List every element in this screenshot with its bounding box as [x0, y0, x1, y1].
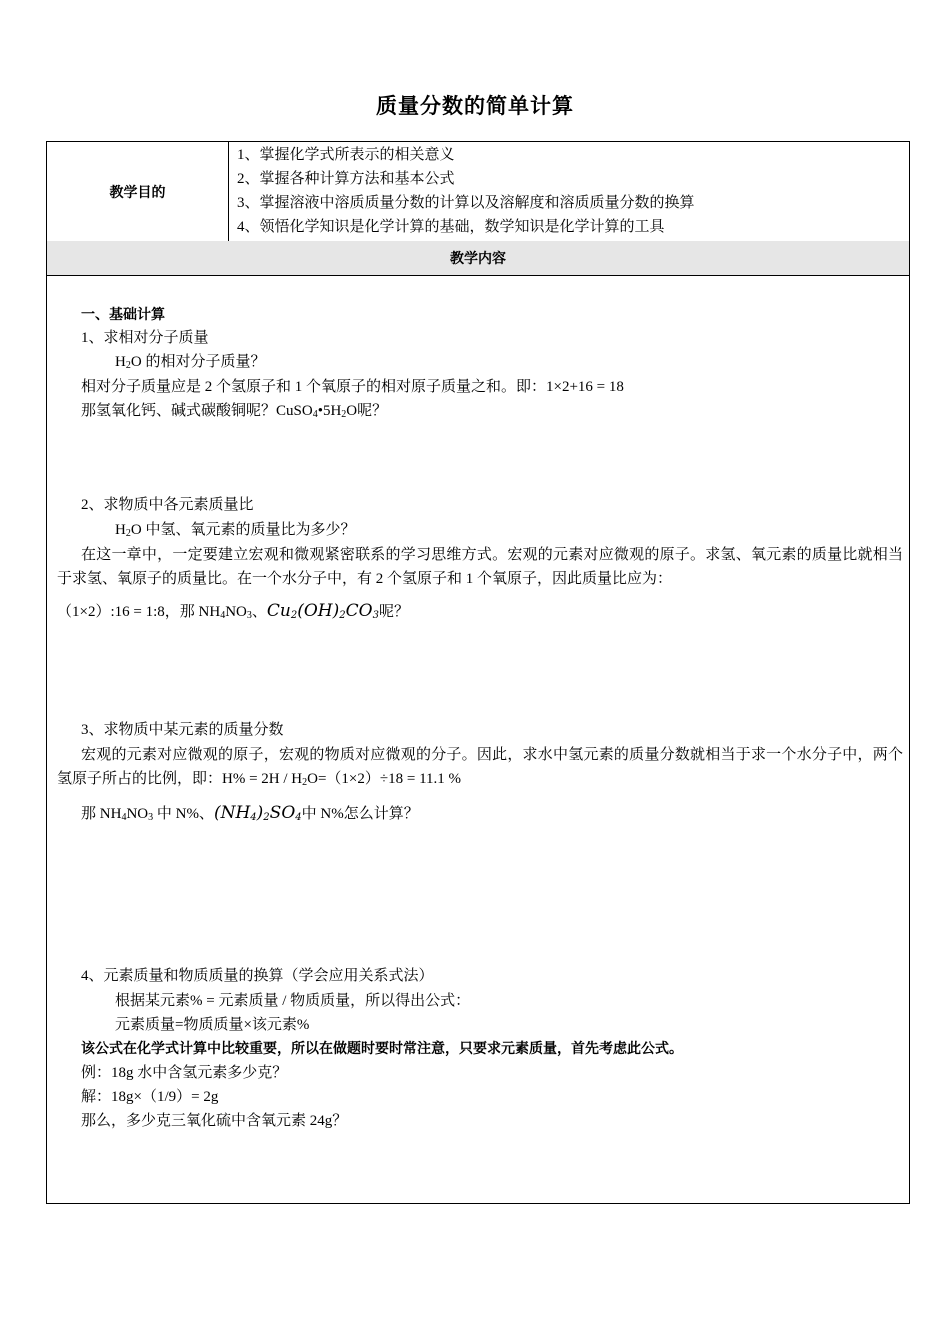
example-line: 例：18g 水中含氢元素多少克？	[81, 1065, 288, 1081]
explanation-line: 相对分子质量应是 2 个氢原子和 1 个氧原子的相对原子质量之和。即：1×2+16 = 18	[81, 379, 624, 395]
subsection-title: 1、求相对分子质量	[81, 330, 209, 346]
question-text: 中 N%怎么计算？	[301, 806, 419, 822]
objectives-row	[47, 142, 909, 242]
objective-item: 1、掌握化学式所表示的相关意义	[237, 147, 455, 163]
content-header: 教学内容	[47, 241, 909, 276]
formula-nh4-2so4: $(NH_4)_2SO_4$	[213, 803, 302, 823]
followup-line: 那氢氧化钙、碱式碳酸铜呢？$CuSO_4•5H_2O$呢？	[81, 403, 388, 420]
question-line: 那 $NH_4NO_3$ 中 N%、$(NH_4)_2SO_4$中 N%怎么计算？	[81, 803, 419, 823]
question-line: $H_2O$ 的相对分子质量？	[115, 354, 266, 371]
formula-line: 根据某元素% = 元素质量 / 物质质量，所以得出公式：	[115, 993, 471, 1009]
objective-item: 4、领悟化学知识是化学计算的基础，数学知识是化学计算的工具	[237, 219, 665, 235]
objective-item: 2、掌握各种计算方法和基本公式	[237, 171, 455, 187]
subsection-title: 4、元素质量和物质质量的换算（学会应用关系式法）	[81, 968, 434, 984]
explanation-paragraph: 在这一章中，一定要建立宏观和微观紧密联系的学习思维方式。宏观的元素对应微观的原子。求氢、氧元素的质量比就相当于求氢、氧原子的质量比。在一个水分子中，有 2 个氢原子和 1 个氧原子，因此质量比应为：	[57, 547, 903, 587]
question-line: $H_2O$ 中氢、氧元素的质量比为多少？	[115, 522, 356, 539]
separator: 、	[251, 604, 267, 620]
formula-text: H% = 2H / H	[222, 771, 303, 787]
explanation-text: 宏观的元素对应微观的原子，宏观的物质对应微观的分子。因此，求水中氢元素的质量分数就相当于求一个水分子中，两个氢原子所占的比例，即：	[57, 747, 903, 787]
formula-line: 元素质量=物质质量×该元素%	[115, 1017, 310, 1033]
followup-suffix: 呢？	[357, 403, 388, 419]
subsection-title: 3、求物质中某元素的质量分数	[81, 722, 284, 738]
page-title: 质量分数的简单计算	[376, 94, 574, 118]
formula-text: O=（1×2）÷18 = 11.1 %	[307, 771, 462, 787]
question-text: 那	[81, 806, 100, 822]
objectives-list	[237, 143, 695, 239]
objective-item: 3、掌握溶液中溶质质量分数的计算以及溶解度和溶质质量分数的换算	[237, 195, 695, 211]
lesson-table	[46, 141, 910, 1204]
question-text: 中氢、氧元素的质量比为多少？	[141, 522, 356, 538]
explanation-paragraph: 宏观的元素对应微观的原子，宏观的物质对应微观的分子。因此，求水中氢元素的质量分数就相当于求一个水分子中，两个氢原子所占的比例，即：$H\% = 2H / H_2O=(1\times 2)\div 18 = 11.1$ %	[57, 747, 903, 788]
followup-text: （1×2）:16 = 1:8，那	[57, 604, 199, 620]
followup-line: 那么，多少克三氧化硫中含氧元素 24g？	[81, 1113, 348, 1129]
followup-suffix: 呢？	[378, 604, 409, 620]
objectives-label: 教学目的	[47, 142, 229, 241]
section-heading: 一、基础计算	[81, 307, 165, 323]
note-line: 该公式在化学式计算中比较重要，所以在做题时要时常注意，只要求元素质量，首先考虑此公式。	[81, 1041, 683, 1057]
question-text: 的相对分子质量？	[141, 354, 266, 370]
followup-line: （1×2）:16 = 1:8，那 $NH_4NO_3$、$Cu_2(OH)_2CO_3$呢？	[57, 601, 409, 621]
solution-line: 解：18g×（1/9）= 2g	[81, 1089, 219, 1105]
followup-text: 那氢氧化钙、碱式碳酸铜呢？	[81, 403, 277, 419]
question-text: 中 N%、	[153, 806, 214, 822]
formula-cu2oh2co3: $Cu_2(OH)_2CO_3$	[266, 601, 379, 621]
subsection-title: 2、求物质中各元素质量比	[81, 497, 254, 513]
